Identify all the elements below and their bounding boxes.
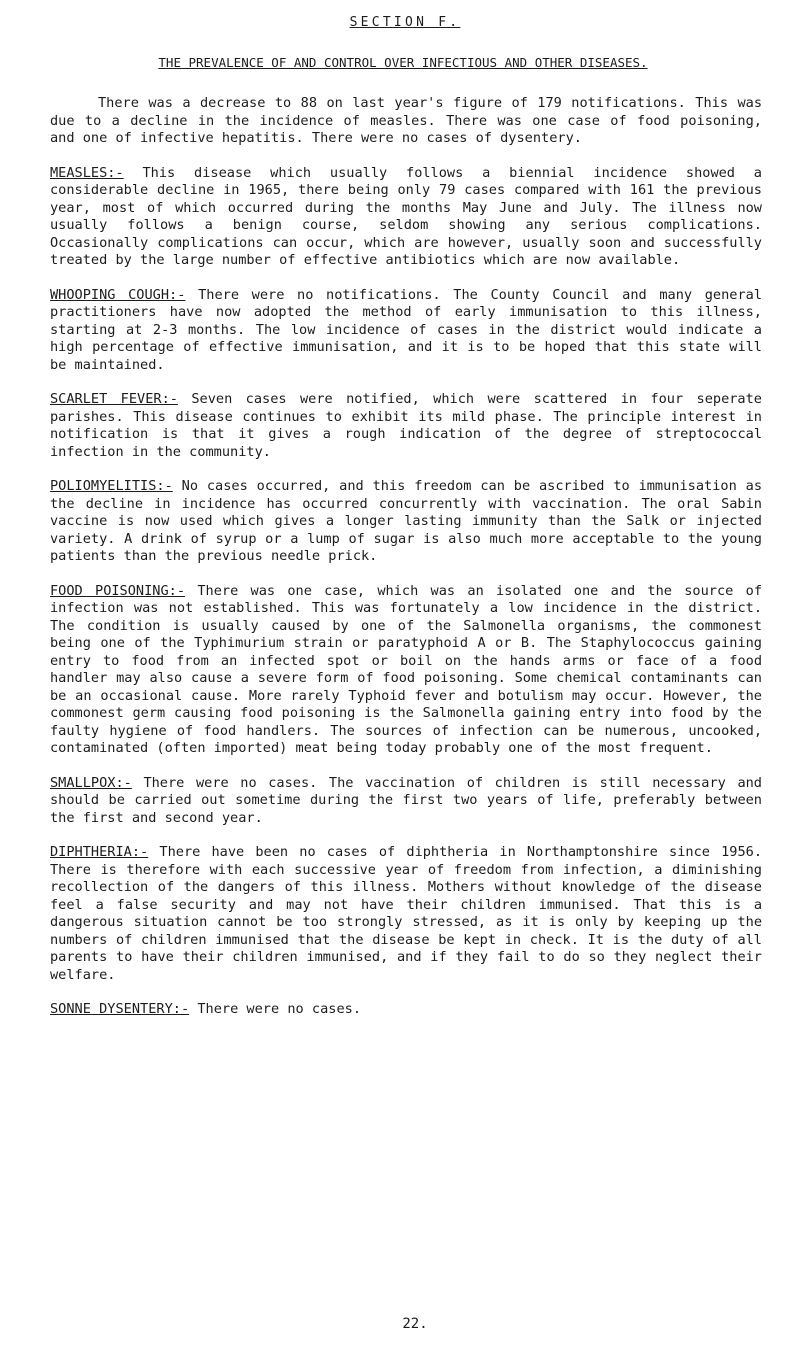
measles-paragraph	[50, 165, 762, 270]
body-text	[50, 95, 762, 1036]
measles-text: This disease which usually follows a biennial incidence showed a considerable decline in 1965, there being only 79 cases compared with 161 the previous year, most of which occurred during the months May June and July. The illness now usually follows a benign course, seldom showing any serious complications. Occasionally complications can occur, which are however, usually soon and successfully treated by the large number of effective antibiotics which are now available.	[50, 164, 762, 268]
page-footer	[0, 1316, 800, 1332]
page-number: 22.	[402, 1316, 428, 1332]
whooping-cough-paragraph	[50, 287, 762, 375]
food-poisoning-paragraph	[50, 583, 762, 758]
poliomyelitis-text: No cases occurred, and this freedom can be ascribed to immunisation as the decline in incidence has occurred concurrently with vaccination. The oral Sabin vaccine is now used which gives a longer lasting immunity than the Salk or injected variety. A drink of syrup or a lump of sugar is also much more acceptable to the young patients than the previous needle prick.	[50, 478, 763, 564]
whooping-cough-heading: WHOOPING COUGH:-	[50, 286, 186, 303]
diphtheria-text: There have been no cases of diphtheria in Northamptonshire since 1956. There is therefore with each successive year of freedom from infection, a diminishing recollection of the dangers of this illness. Mothers without knowledge of the disease feel a false security and may not have their children immunised. That this is a dangerous situation cannot be too strongly stressed, as it is only by keeping up the numbers of children immunised that the disease be kept in check. It is the duty of all parents to have their children immunised, and if they fail to do so they neglect their welfare.	[50, 844, 763, 983]
diphtheria-heading: DIPHTHERIA:-	[50, 844, 149, 860]
sonne-dysentery-text: There were no cases.	[197, 1001, 362, 1017]
scarlet-fever-heading: SCARLET FEVER:-	[50, 391, 178, 407]
smallpox-heading: SMALLPOX:-	[50, 774, 132, 791]
poliomyelitis-heading: POLIOMYELITIS:-	[50, 478, 173, 494]
sonne-dysentery-heading: SONNE DYSENTERY:-	[50, 1001, 190, 1017]
measles-heading: MEASLES:-	[50, 164, 124, 181]
scarlet-fever-paragraph	[50, 391, 762, 461]
scarlet-fever-text: Seven cases were notified, which were scattered in four seperate parishes. This disease continues to exhibit its mild phase. The principle interest in notification is that it gives a rough indication of the degree of streptococcal infection in the community.	[50, 391, 762, 460]
sonne-dysentery-paragraph	[50, 1001, 762, 1019]
smallpox-paragraph	[50, 775, 762, 828]
section-title: SECTION F.	[349, 15, 461, 30]
whooping-cough-text: There were no notifications. The County Council and many general practitioners have now adopted the method of early immunisation to this illness, starting at 2-3 months. The low incidence of cases in the district would indicate a high percentage of effective immunisation, and it is to be hoped that this state will be maintained.	[50, 286, 763, 373]
page-heading: THE PREVALENCE OF AND CONTROL OVER INFECTIOUS AND OTHER DISEASES.	[158, 55, 648, 70]
poliomyelitis-paragraph	[50, 478, 762, 566]
diphtheria-paragraph	[50, 844, 762, 984]
food-poisoning-heading: FOOD POISONING:-	[50, 582, 186, 599]
food-poisoning-text: There was one case, which was an isolated one and the source of infection was not established. This was fortunately a low incidence in the district. The condition is usually caused by one of the Salmonella organisms, the commonest being one of the Typhimurium strain or paratyphoid A or B. The Staphylococcus gaining entry to food from an infected spot or boil on the hands arms or face of a food handler may also cause a severe form of food poisoning. Some chemical contaminants can be an occasional cause. More rarely Typhoid fever and botulism may occur. However, the commonest germ causing food poisoning is the Salmonella gaining entry into food by the faulty hygiene of food handlers. The sources of infection can be numerous, uncooked, contaminated (often imported) meat being today probably one of the most frequent.	[50, 582, 762, 756]
smallpox-text: There were no cases. The vaccination of children is still necessary and should be carried out sometime during the first two years of life, preferably between the first and second year.	[50, 774, 762, 826]
intro-paragraph: There was a decrease to 88 on last year's figure of 179 notifications. This was due to a decline in the incidence of measles. There was one case of food poisoning, and one of infective hepatitis. There were no cases of dysentery.	[50, 95, 762, 146]
